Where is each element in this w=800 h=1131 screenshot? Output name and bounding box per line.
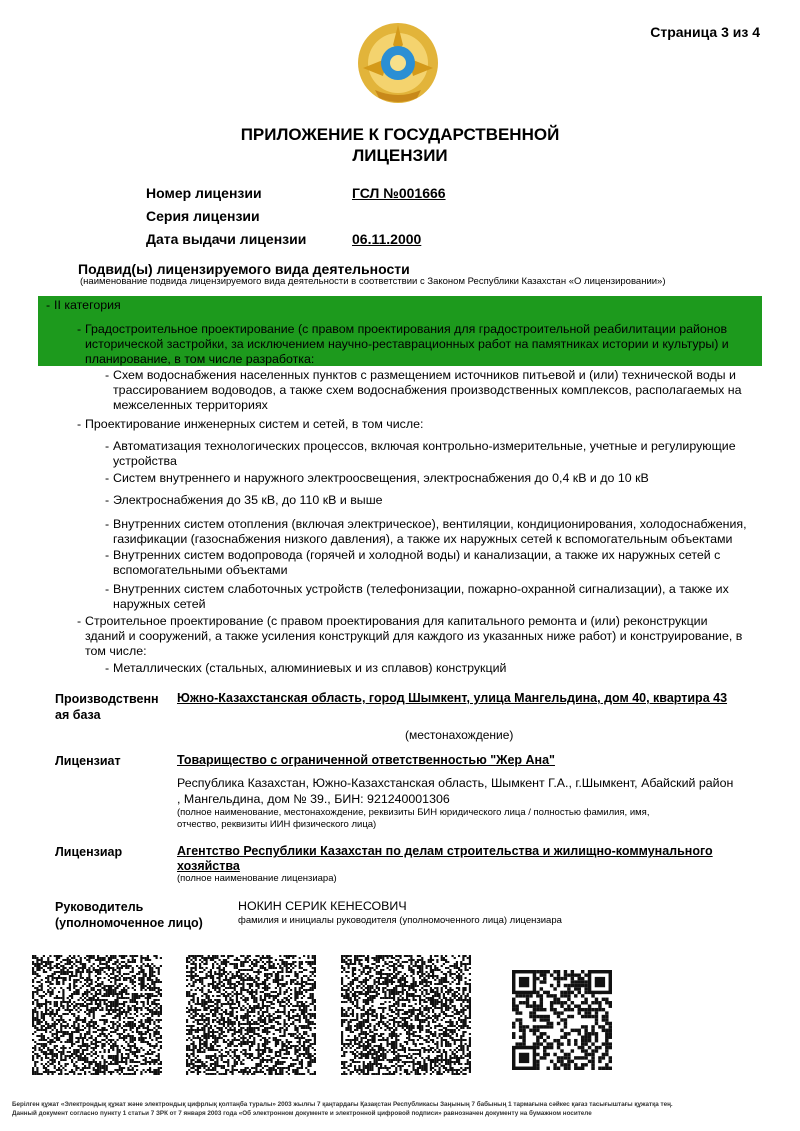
licensee-note: (полное наименование, местонахождение, реквизиты БИН юридического лица / полностью фамилия, имя, отчество, реквизиты ИИН физического лица): [177, 807, 650, 830]
license-date-label: Дата выдачи лицензии: [146, 231, 307, 247]
license-number-label: Номер лицензии: [146, 185, 262, 201]
footer-legal-note: Берілген құжат «Электрондық құжат және электрондық цифрлық қолтаңба туралы» 2003 жылғы 7 қаңтардағы Қазақстан Республикасы Заңының 7 бабының 1 тармағына сәйкес қағаз тасығыштағы құжатқа тең. Данный документ согласно пункту 1 статьи 7 ЗРК от 7 января 2003 года «Об электронном документе и электронной цифровой подписи» равнозначен документу на бумажном носителе: [12, 1101, 673, 1117]
activity-water-supply-schemes: - Схем водоснабжения населенных пунктов с размещением источников питьевой и (или) технической воды и трассированием водоводов, а также схем водоснабжения производственных комплексов, располагаемых на межселенных территориях: [105, 368, 742, 412]
production-base-note: (местонахождение): [405, 728, 514, 742]
licensee-name: Товарищество с ограниченной ответственностью "Жер Ана": [177, 753, 555, 767]
activity-automation: - Автоматизация технологических процессов, включая контрольно-измерительные, учетные и регулирующие устройства: [105, 439, 736, 468]
head-label: Руководитель (уполномоченное лицо): [55, 900, 203, 930]
activity-construction-design: - Строительное проектирование (с правом проектирования для капитального ремонта и (или) реконструкции зданий и сооружений, а также усиления конструкций для каждого из указанных ниже работ) и конструирование, в том числе:: [77, 614, 743, 658]
page-number: Страница 3 из 4: [650, 24, 760, 40]
state-emblem-icon: [355, 20, 441, 106]
production-base-value: Южно-Казахстанская область, город Шымкент, улица Мангельдина, дом 40, квартира 43: [177, 691, 728, 705]
subtype-note: (наименование подвида лицензируемого вида деятельности в соответствии с Законом Республики Казахстан «О лицензировании»): [80, 276, 666, 287]
qr-code-1-icon: [32, 955, 162, 1075]
qr-code-4-icon: [512, 970, 612, 1070]
activity-low-current: - Внутренних систем слаботочных устройств (телефонизации, пожарно-охранной сигнализации), а также их наружных сетей: [105, 582, 729, 611]
production-base-label: Производственн ая база: [55, 692, 159, 722]
title-line-2: ЛИЦЕНЗИИ: [352, 146, 448, 165]
head-name: НОКИН СЕРИК КЕНЕСОВИЧ: [238, 899, 407, 913]
licensor-label: Лицензиар: [55, 845, 123, 859]
activity-urban-planning: - Градостроительное проектирование (с правом проектирования для градостроительной реабилитации районов исторической застройки, за исключением научно-реставрационных работ на памятниках истории и культуры) и планирование, в том числе разработка:: [77, 322, 729, 366]
activity-power-supply: - Электроснабжения до 35 кВ, до 110 кВ и выше: [105, 493, 383, 507]
activity-category: - II категория: [46, 298, 121, 312]
activity-water-sewage: - Внутренних систем водопровода (горячей и холодной воды) и канализации, а также их наружных сетей с вспомогательными объектами: [105, 548, 721, 577]
subtype-title: Подвид(ы) лицензируемого вида деятельности: [78, 261, 410, 277]
license-number-value: ГСЛ №001666: [352, 185, 446, 201]
activity-lighting: - Систем внутреннего и наружного электроосвещения, электроснабжения до 0,4 кВ и до 10 кВ: [105, 471, 649, 485]
title-line-1: ПРИЛОЖЕНИЕ К ГОСУДАРСТВЕННОЙ: [240, 125, 560, 144]
qr-code-2-icon: [186, 955, 316, 1075]
activity-engineering-systems: - Проектирование инженерных систем и сетей, в том числе:: [77, 417, 424, 431]
document-title: [0, 124, 800, 166]
activity-metal-structures: - Металлических (стальных, алюминиевых и из сплавов) конструкций: [105, 661, 507, 675]
licensee-label: Лицензиат: [55, 754, 121, 768]
head-note: фамилия и инициалы руководителя (уполномоченного лица) лицензиара: [238, 915, 562, 926]
licensor-note: (полное наименование лицензиара): [177, 873, 337, 884]
license-series-label: Серия лицензии: [146, 208, 260, 224]
license-date-value: 06.11.2000: [352, 231, 422, 247]
licensee-address: Республика Казахстан, Южно-Казахстанская область, Шымкент Г.А., г.Шымкент, Абайский район , Мангельдина, дом № 39., БИН: 921240001306: [177, 776, 734, 806]
activity-heating: - Внутренних систем отопления (включая электрическое), вентиляции, кондиционирования, холодоснабжения, газификации (газоснабжения низкого давления), а также их наружных сетей к вспомогательным объектами: [105, 517, 747, 546]
licensor-name: Агентство Республики Казахстан по делам строительства и жилищно-коммунального хозяйства: [177, 844, 713, 873]
qr-code-3-icon: [341, 955, 471, 1075]
